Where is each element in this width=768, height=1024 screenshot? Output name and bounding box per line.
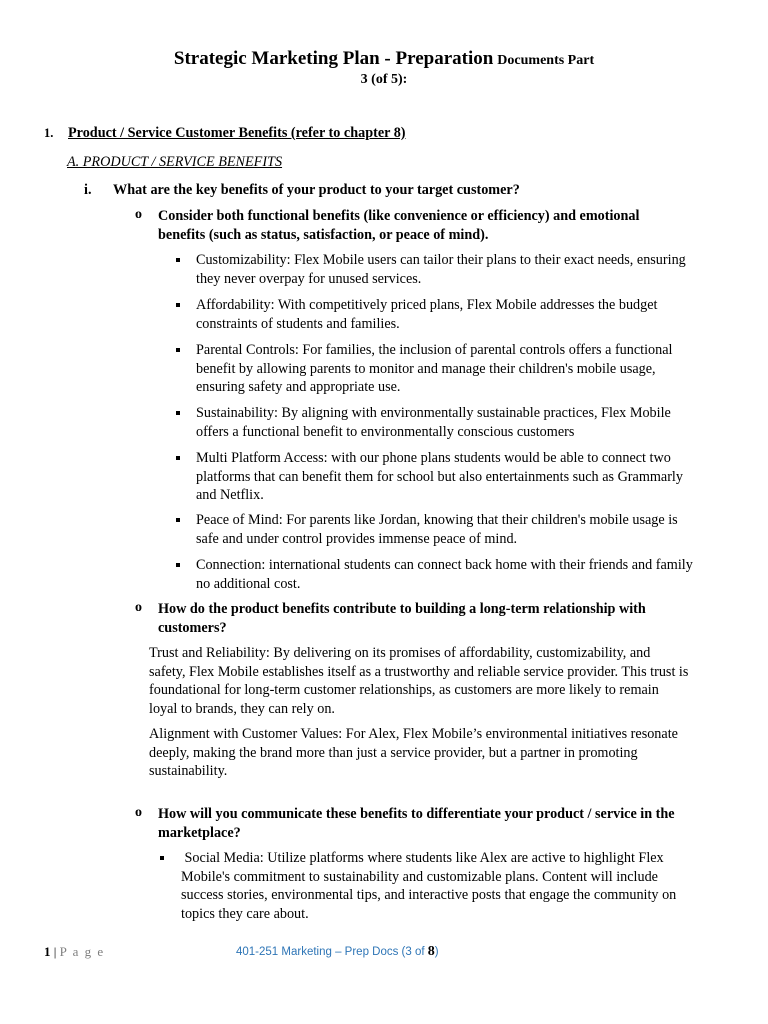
- bullet-circle: o: [135, 805, 142, 820]
- bullet-square: [176, 563, 180, 567]
- benefit-line: Sustainability: By aligning with environmentally sustainable practices, Flex Mobile: [196, 405, 671, 421]
- benefit-line: ensuring safety and appropriate use.: [196, 379, 401, 395]
- paragraph-line: success stories, environmental tips, and interactive posts that engage the community on: [181, 887, 677, 903]
- benefit-line: they never overpay for unused services.: [196, 270, 422, 287]
- paragraph-line: deeply, making the brand more than just a service provider, but a partner in promoting: [149, 744, 638, 761]
- benefit-line: Multi Platform Access: with our phone plans students would be able to connect two: [196, 450, 671, 466]
- question-text: What are the key benefits of your product to your target customer?: [113, 182, 520, 198]
- bullet-circle: o: [135, 600, 142, 615]
- longterm-line1: How do the product benefits contribute to building a long-term relationship with: [158, 601, 646, 617]
- bullet-square: [176, 456, 180, 460]
- benefit-line: Parental Controls: For families, the inclusion of parental controls offers a functional: [196, 342, 673, 358]
- footer-doc-text: 401-251 Marketing – Prep Docs (3 of: [236, 946, 428, 958]
- benefit-line: Connection: international students can connect back home with their friends and family: [196, 557, 693, 573]
- paragraph-line: Trust and Reliability: By delivering on its promises of affordability, customizability, and: [149, 645, 651, 661]
- longterm-line2: customers?: [158, 620, 227, 636]
- paragraph-line: sustainability.: [149, 763, 228, 779]
- consider-line2: benefits (such as status, satisfaction, or peace of mind).: [158, 227, 489, 243]
- section-number: 1.: [44, 126, 54, 140]
- paragraph-line: topics they care about.: [181, 905, 309, 922]
- benefit-line: and Netflix.: [196, 487, 264, 503]
- benefit-line: safe and under control provides immense peace of mind.: [196, 530, 518, 547]
- bullet-square: [176, 258, 180, 262]
- benefit-line: Customizability: Flex Mobile users can tailor their plans to their exact needs, ensuring: [196, 252, 686, 268]
- footer-doc-total: 8: [427, 944, 435, 959]
- paragraph-line: loyal to brands, they can rely on.: [149, 700, 335, 717]
- benefit-line: constraints of students and families.: [196, 315, 400, 332]
- communicate-line2: marketplace?: [158, 825, 241, 841]
- question-marker: i.: [84, 182, 92, 198]
- title-suffix: Documents Part: [497, 53, 595, 68]
- document-title: [0, 47, 768, 73]
- subsection-heading: A. PRODUCT / SERVICE BENEFITS: [67, 154, 283, 170]
- footer-doc-close: ): [434, 946, 439, 958]
- benefit-line: platforms that can benefit them for school but also entertainments such as Grammarly: [196, 468, 683, 485]
- section-heading: Product / Service Customer Benefits (refer to chapter 8): [68, 125, 406, 141]
- bullet-square: [176, 303, 180, 307]
- benefit-line: Affordability: With competitively priced plans, Flex Mobile addresses the budget: [196, 297, 658, 313]
- paragraph-line: foundational for long-term customer relationships, as customers are more likely to remain: [149, 682, 659, 698]
- benefit-line: benefit by allowing parents to monitor and manage their children's mobile usage,: [196, 360, 656, 377]
- benefit-line: offers a functional benefit to environmentally conscious customers: [196, 423, 575, 440]
- communicate-line1: How will you communicate these benefits to differentiate your product / service in the: [158, 806, 675, 822]
- page-number: 1: [44, 944, 51, 959]
- bullet-square: [176, 518, 180, 522]
- bullet-circle: o: [135, 207, 142, 222]
- title-main: Strategic Marketing Plan - Preparation: [173, 48, 494, 69]
- paragraph-line: safety, Flex Mobile establishes itself as a trustworthy and reliable service provider. This trust is: [149, 663, 689, 680]
- paragraph-line: Mobile's commitment to sustainability and customizable plans. Content will include: [181, 868, 658, 885]
- footer-page-number: [44, 944, 105, 960]
- benefit-line: no additional cost.: [196, 575, 301, 592]
- title-line2: 3 (of 5):: [360, 72, 408, 87]
- footer-doc-label: [236, 944, 439, 960]
- page-separator: |: [50, 944, 60, 959]
- bullet-square: [176, 411, 180, 415]
- paragraph-line: Social Media: Utilize platforms where students like Alex are active to highlight Flex: [181, 850, 664, 866]
- consider-line1: Consider both functional benefits (like convenience or efficiency) and emotional: [158, 208, 640, 224]
- paragraph-line: Alignment with Customer Values: For Alex, Flex Mobile’s environmental initiatives resonate: [149, 726, 678, 742]
- bullet-square: [176, 348, 180, 352]
- bullet-square: [160, 856, 164, 860]
- page-word: P a g e: [59, 944, 105, 959]
- benefit-line: Peace of Mind: For parents like Jordan, knowing that their children's mobile usage is: [196, 512, 678, 528]
